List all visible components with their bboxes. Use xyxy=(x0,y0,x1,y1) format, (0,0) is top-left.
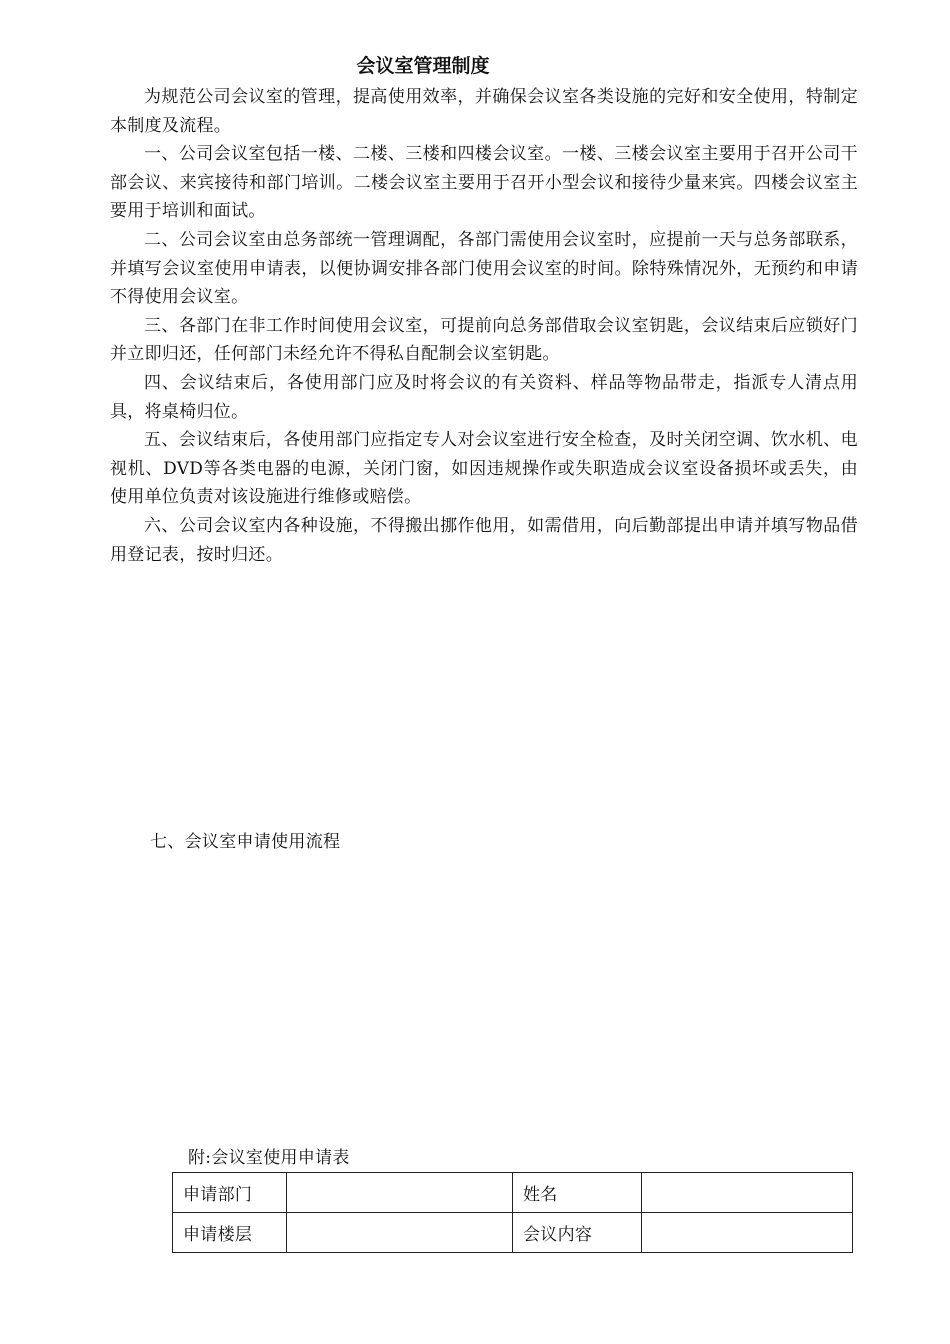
clause-5-paragraph: 五、会议结束后，各使用部门应指定专人对会议室进行安全检查，及时关闭空调、饮水机、电视机、DVD等各类电器的电源，关闭门窗，如因违规操作或失职造成会议室设备损坏或丢失，由使用单位负责对该设施进行维修或赔偿。 xyxy=(110,430,858,508)
section-7-heading: 七、会议室申请使用流程 xyxy=(150,832,341,852)
clause-2-paragraph: 二、公司会议室由总务部统一管理调配，各部门需使用会议室时，应提前一天与总务部联系，并填写会议室使用申请表，以便协调安排各部门使用会议室的时间。除特殊情况外，无预约和申请不得使用会议室。 xyxy=(110,229,858,308)
table-cell-label: 姓名 xyxy=(513,1173,642,1213)
table-cell-label: 申请部门 xyxy=(173,1173,287,1213)
clause-4-paragraph: 四、会议结束后，各使用部门应及时将会议的有关资料、样品等物品带走，指派专人清点用具，将桌椅归位。 xyxy=(110,372,858,422)
clause-3-paragraph: 三、各部门在非工作时间使用会议室，可提前向总务部借取会议室钥匙，会议结束后应锁好门并立即归还，任何部门未经允许不得私自配制会议室钥匙。 xyxy=(110,315,858,365)
intro-paragraph: 为规范公司会议室的管理，提高使用效率，并确保会议室各类设施的完好和安全使用，特制定本制度及流程。 xyxy=(110,87,858,136)
policy-body xyxy=(110,83,858,569)
application-form-table xyxy=(172,1172,853,1253)
attachment-caption: 附:会议室使用申请表 xyxy=(188,1148,350,1168)
table-cell-value xyxy=(642,1213,853,1253)
document-title: 会议室管理制度 xyxy=(356,55,490,77)
clause-1-paragraph: 一、公司会议室包括一楼、二楼、三楼和四楼会议室。一楼、三楼会议室主要用于召开公司干部会议、来宾接待和部门培训。二楼会议室主要用于召开小型会议和接待少量来宾。四楼会议室主要用于培训和面试。 xyxy=(110,144,858,222)
table-cell-label: 申请楼层 xyxy=(173,1213,287,1253)
table-cell-label: 会议内容 xyxy=(513,1213,642,1253)
table-cell-value xyxy=(287,1173,513,1213)
clause-6-paragraph: 六、公司会议室内各种设施，不得搬出挪作他用，如需借用，向后勤部提出申请并填写物品借用登记表，按时归还。 xyxy=(110,515,858,565)
table-row xyxy=(173,1173,853,1213)
table-row xyxy=(173,1213,853,1253)
table-cell-value xyxy=(287,1213,513,1253)
table-cell-value xyxy=(642,1173,853,1213)
